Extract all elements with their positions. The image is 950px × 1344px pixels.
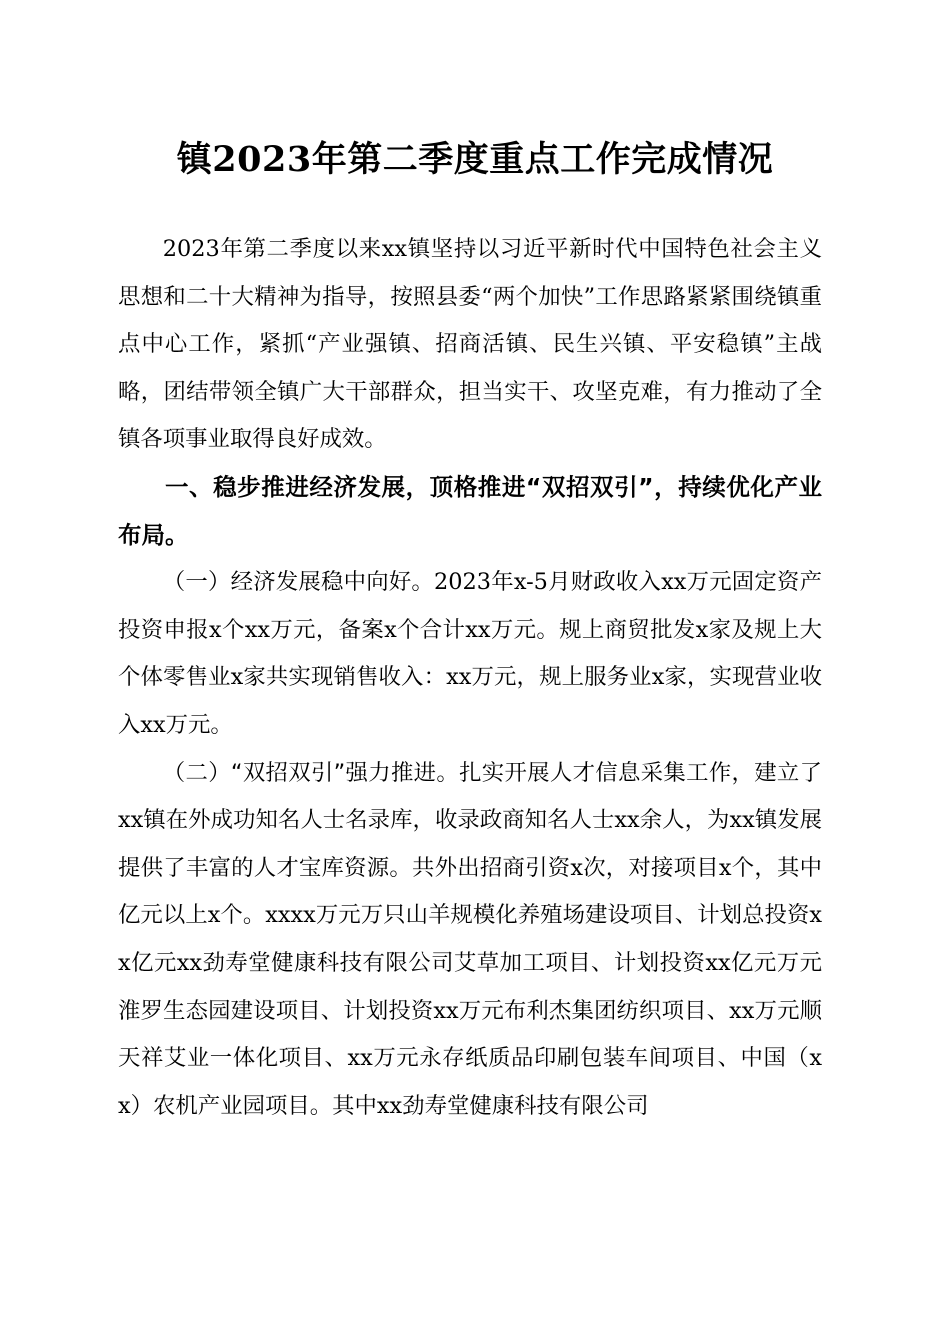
document-title: 镇2023年第二季度重点工作完成情况 [176, 139, 774, 180]
section-1-item-2-text: 扎实开展人才信息采集工作，建立了xx镇在外成功知名人士名录库，收录政商知名人士xx余人，为xx镇发展提供了丰富的人才宝库资源。共外出招商引资x次，对接项目x个，其中亿元以上x个。xxxx万元万只山羊规模化养殖场建设项目、计划总投资xx亿元xx劲寿堂健康科技有限公司艾草加工项目、计划投资xx亿元万元淮罗生态园建设项目、计划投资xx万元布利杰集团纺织项目、xx万元顺天祥艾业一体化项目、xx万元永存纸质品印刷包装车间项目、中国（xx）农机产业园项目。其中xx劲寿堂健康科技有限公司 [118, 759, 822, 1119]
section-1-heading: 一、稳步推进经济发展，顶格推进“双招双引”，持续优化产业布局。 [118, 472, 822, 549]
section-1-item-2-lead: （二）“双招双引”强力推进。 [162, 759, 460, 786]
intro-paragraph: 2023年第二季度以来xx镇坚持以习近平新时代中国特色社会主义思想和二十大精神为指导，按照县委“两个加快”工作思路紧紧围绕镇重点中心工作，紧抓“产业强镇、招商活镇、民生兴镇、平安稳镇”主战略，团结带领全镇广大干部群众，担当实干、攻坚克难，有力推动了全镇各项事业取得良好成效。 [118, 236, 822, 453]
section-1-item-1-lead: （一）经济发展稳中向好。 [162, 569, 435, 596]
section-1-item-1-text: 2023年x-5月财政收入xx万元固定资产投资申报x个xx万元，备案x个合计xx万元。规上商贸批发x家及规上大个体零售业x家共实现销售收入：xx万元，规上服务业x家，实现营业收入xx万元。 [118, 569, 822, 738]
document-body [118, 226, 822, 1130]
section-1-item-2-paragraph [118, 750, 822, 1131]
section-1-item-1-paragraph [118, 559, 822, 749]
